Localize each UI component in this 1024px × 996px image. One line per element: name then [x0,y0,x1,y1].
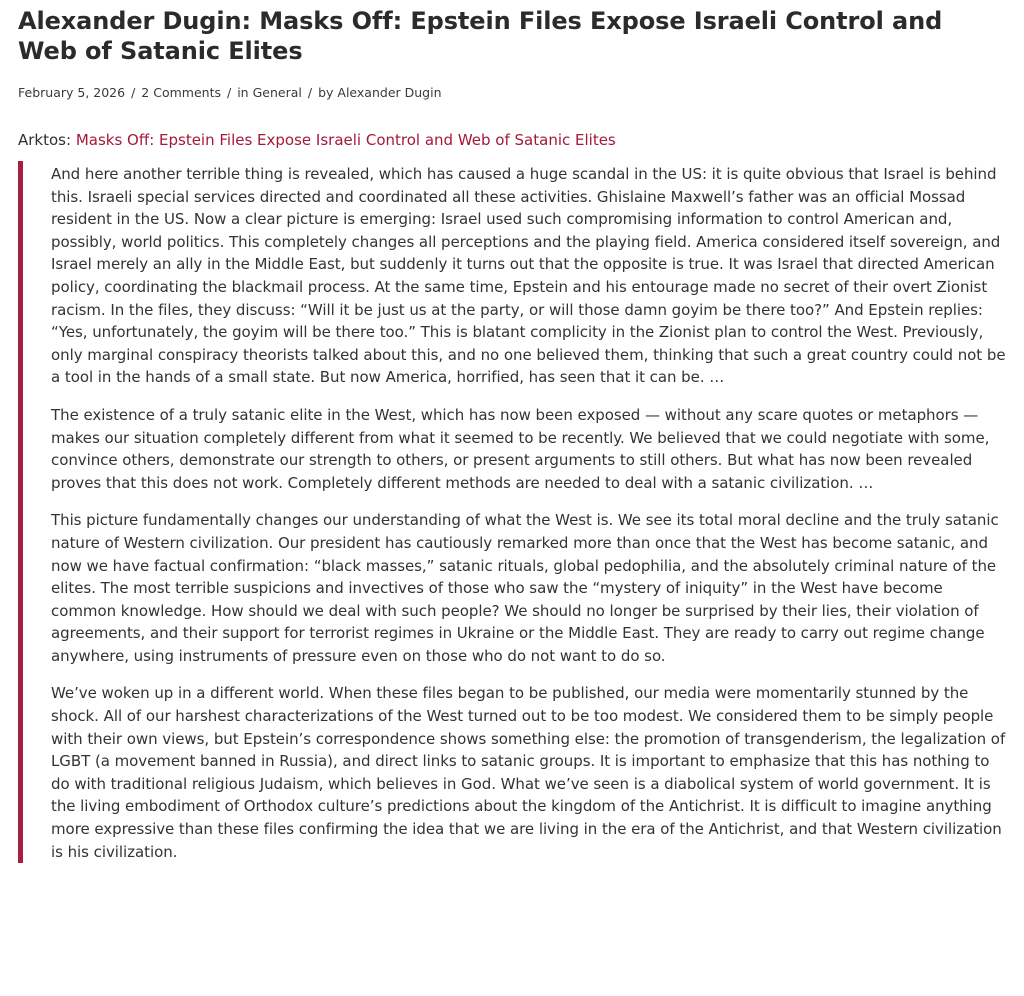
category-link[interactable]: General [252,85,302,100]
quote-paragraph: The existence of a truly satanic elite in the West, which has now been exposed — without any scare quotes or metaphors — makes our situation completely different from what it seemed to be recently. We believed that we could negotiate with some, convince others, demonstrate our strength to others, or present arguments to still others. But what has now been revealed proves that this does not work. Completely different methods are needed to deal with a satanic civilization. … [51,405,990,492]
meta-separator: / [307,85,313,100]
source-label: Arktos: [18,131,72,149]
quote-paragraph: This picture fundamentally changes our understanding of what the West is. We see its total moral decline and the truly satanic nature of Western civilization. Our president has cautiously remarked more than once that the West has become satanic, and now we have factual confirmation: “black masses,” satanic rituals, global pedophilia, and the absolutely criminal nature of the elites. The most terrible suspicions and invectives of those who saw the “mystery of iniquity” in the West have become common knowledge. How should we deal with such people? We should no longer be surprised by their lies, their violation of agreements, and their support for terrorist regimes in Ukraine or the Middle East. They are ready to carry out regime change anywhere, using instruments of pressure even on those who do not want to do so. [51,511,999,665]
author-link[interactable]: Alexander Dugin [337,85,442,100]
source-link[interactable]: Masks Off: Epstein Files Expose Israeli Control and Web of Satanic Elites [75,131,616,149]
article-meta [18,84,1004,102]
meta-separator: / [131,85,136,100]
comments-link[interactable]: 2 Comments [141,85,221,100]
category-prefix: in [237,85,249,100]
quote-paragraph: We’ve woken up in a different world. When these files began to be published, our media were momentarily stunned by the shock. All of our harshest characterizations of the West turned out to be too modest. We considered them to be simply people with their own views, but Epstein’s correspondence shows something else: the promotion of transgenderism, the legalization of LGBT (a movement banned in Russia), and direct links to satanic groups. It is important to emphasize that this has nothing to do with traditional religious Judaism, which believes in God. What we’ve seen is a diabolical system of world government. It is the living embodiment of Orthodox culture’s predictions about the kingdom of the Antichrist. It is difficult to imagine anything more expressive than these files confirming the idea that we are living in the era of the Antichrist, and that Western civilization is his civilization. [51,684,1006,861]
source-line [18,129,1004,151]
article-blockquote [18,161,1007,863]
meta-separator: / [226,85,232,100]
article-title: Alexander Dugin: Masks Off: Epstein Files Expose Israeli Control and Web of Satanic Elites [18,7,943,65]
author-prefix: by [318,85,334,100]
post-date[interactable]: February 5, 2026 [18,85,126,100]
quote-paragraph: And here another terrible thing is revealed, which has caused a huge scandal in the US: it is quite obvious that Israel is behind this. Israeli special services directed and coordinated all these activities. Ghislaine Maxwell’s father was an official Mossad resident in the US. Now a clear picture is emerging: Israel used such compromising information to control American and, possibly, world politics. This completely changes all perceptions and the playing field. America considered itself sovereign, and Israel merely an ally in the Middle East, but suddenly it turns out that the opposite is true. It was Israel that directed American policy, coordinating the blackmail process. At the same time, Epstein and his entourage made no secret of their overt Zionist racism. In the files, they discuss: “Will it be just us at the party, or will those damn goyim be there too?” And Epstein replies: “Yes, unfortunately, the goyim will be there too.” This is blatant complicity in the Zionist plan to control the West. Previously, only marginal conspiracy theorists talked about this, and no one believed them, thinking that such a great country could not be a tool in the hands of a small state. But now America, horrified, has seen that it can be. … [51,165,1006,387]
